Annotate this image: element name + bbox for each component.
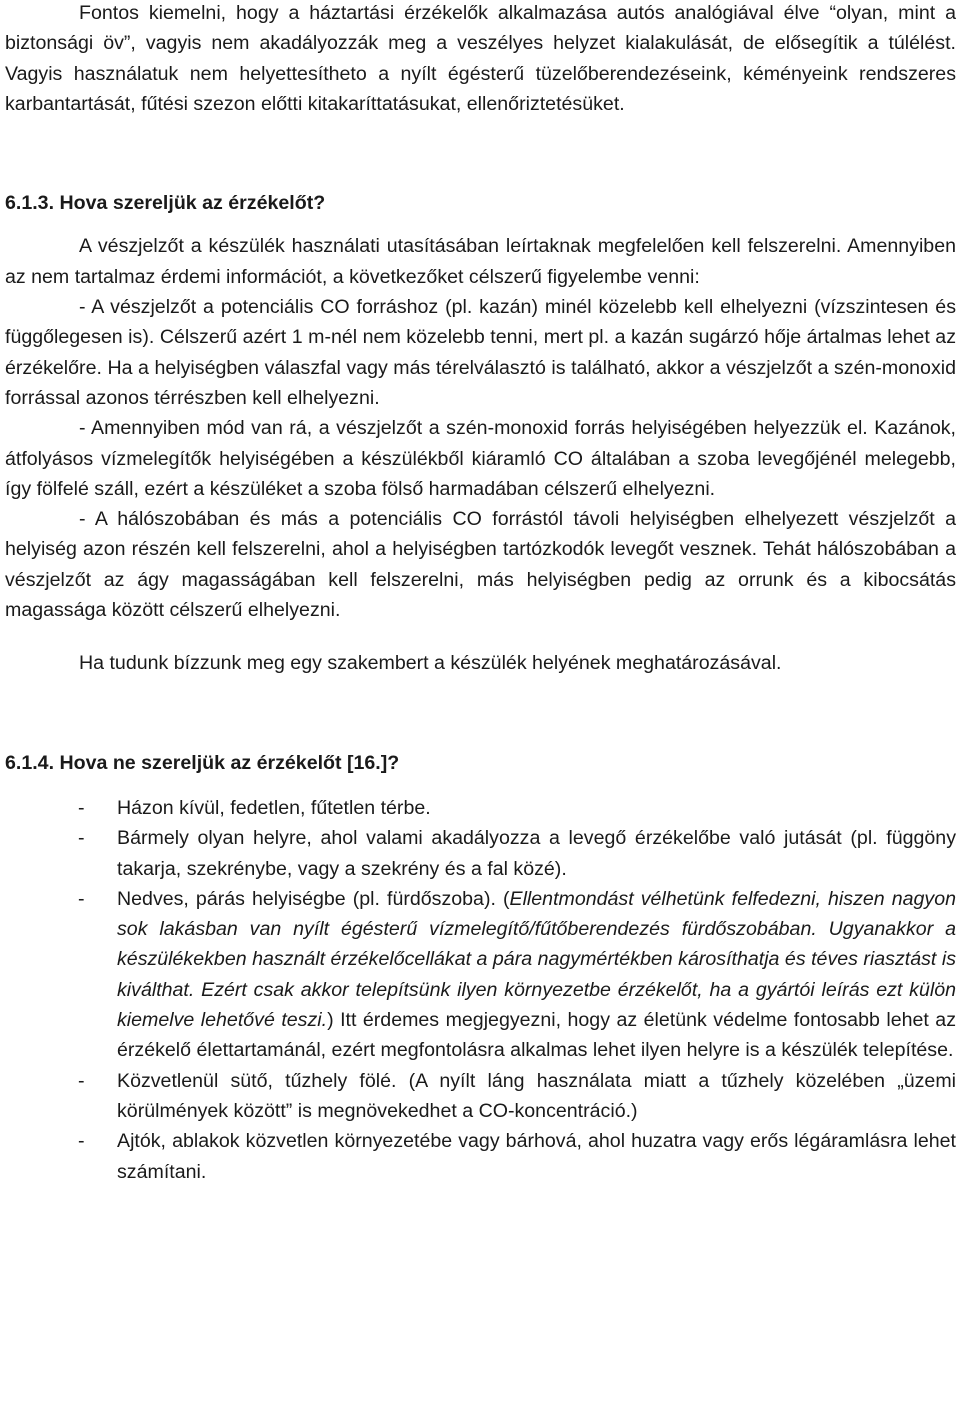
- list-item-text-lead: Nedves, párás helyiségbe (pl. fürdőszoba). (: [117, 887, 510, 910]
- list-item: [5, 1066, 956, 1127]
- list-item: [5, 884, 956, 1066]
- list-dash: -: [78, 827, 85, 850]
- section-6-1-3-paragraph-3: - Amennyiben mód van rá, a vészjelzőt a szén-monoxid forrás helyiségében helyezzük el. Kazánok, átfolyásos vízmelegítők helyiségében a készülékből kiáramló CO általában a szoba levegőjénél melegebb, így fölfelé száll, ezért a készüléket a szoba fölső harmadában célszerű elhelyezni.: [5, 417, 956, 500]
- section-6-1-4-list: [5, 793, 956, 1187]
- section-6-1-3-paragraph-5: Ha tudunk bízzunk meg egy szakembert a készülék helyének meghatározásával.: [79, 652, 782, 675]
- section-6-1-3-paragraph-2: - A vészjelzőt a potenciális CO forráshoz (pl. kazán) minél közelebb kell elhelyezni (vízszintesen és függőlegesen is). Célszerű azért 1 m-nél nem közelebb tenni, mert pl. a kazán sugárzó hője ártalmas lehet az érzékelőre. Ha a helyiségben válaszfal vagy más térelválasztó is található, akkor a vészjelzőt a szén-monoxid forrással azonos térrészben kell elhelyezni.: [5, 296, 956, 409]
- section-heading-6-1-3: 6.1.3. Hova szereljük az érzékelőt?: [5, 192, 326, 215]
- list-dash: -: [78, 796, 85, 819]
- list-item: [5, 1126, 956, 1187]
- list-item: [5, 823, 956, 884]
- document-page: [5, 0, 956, 1187]
- section-heading-6-1-4: 6.1.4. Hova ne szereljük az érzékelőt [16.]?: [5, 751, 400, 774]
- list-dash: -: [78, 1130, 85, 1153]
- list-item-text: [117, 888, 956, 1061]
- section-6-1-3-paragraph-4: - A hálószobában és más a potenciális CO forrástól távoli helyiségben elhelyezett vészjelzőt a helyiség azon részén kell felszerelni, ahol a helyiségben tartózkodók levegőt vesznek. Tehát hálószobában a vészjelzőt az ágy magasságában kell felszerelni, más helyiségben pedig az orrunk és a kibocsátás magassága között célszerű elhelyezni.: [5, 508, 956, 622]
- section-6-1-3-paragraph-1: A vészjelzőt a készülék használati utasításában leírtaknak megfelelően kell felszerelni. Amennyiben az nem tartalmaz érdemi információt, a következőket célszerű figyelembe venni:: [5, 235, 956, 288]
- list-item-text-tail: ) Itt érdemes megjegyezni, hogy az életünk védelme fontosabb lehet az érzékelő élettartamánál, ezért megfontolásra alkalmas lehet ilyen helyre is a készülék telepítése.: [117, 1009, 956, 1062]
- list-dash: -: [78, 1069, 85, 1092]
- list-item-italic-note: Ellentmondást vélhetünk felfedezni, hiszen nagyon sok lakásban van nyílt égésterű vízmelegítő/fűtőberendezés fürdőszobában. Ugyanakkor a készülékekben használt érzékelőcellákat a pára nagymértékben károsíthatja és téves riasztást is kiválthat. Ezért csak akkor telepítsünk ilyen környezetbe érzékelőt, ha a gyártói leírás ezt külön kiemelve lehetővé teszi.: [117, 887, 956, 1032]
- list-item-text: Közvetlenül sütő, tűzhely fölé. (A nyílt láng használata miatt a tűzhely közelében „üzemi körülmények között” is megnövekedhet a CO-koncentráció.): [117, 1069, 956, 1122]
- list-item-text: Ajtók, ablakok közvetlen környezetébe vagy bárhová, ahol huzatra vagy erős légáramlásra lehet számítani.: [117, 1130, 956, 1183]
- list-dash: -: [78, 887, 85, 910]
- list-item: [5, 793, 956, 823]
- list-item-text: Bármely olyan helyre, ahol valami akadályozza a levegő érzékelőbe való jutását (pl. függöny takarja, szekrénybe, vagy a szekrény és a fal közé).: [117, 827, 956, 880]
- intro-paragraph: Fontos kiemelni, hogy a háztartási érzékelők alkalmazása autós analógiával élve “olyan, mint a biztonsági öv”, vagyis nem akadályozzák meg a veszélyes helyzet kialakulását, de elősegítik a túlélést. Vagyis használatuk nem helyettesítheto a nyílt égésterű tüzelőberendezéseink, kéményeink rendszeres karbantartását, fűtési szezon előtti kitakaríttatásukat, ellenőriztetésüket.: [5, 2, 956, 115]
- list-item-text: Házon kívül, fedetlen, fűtetlen térbe.: [117, 796, 431, 819]
